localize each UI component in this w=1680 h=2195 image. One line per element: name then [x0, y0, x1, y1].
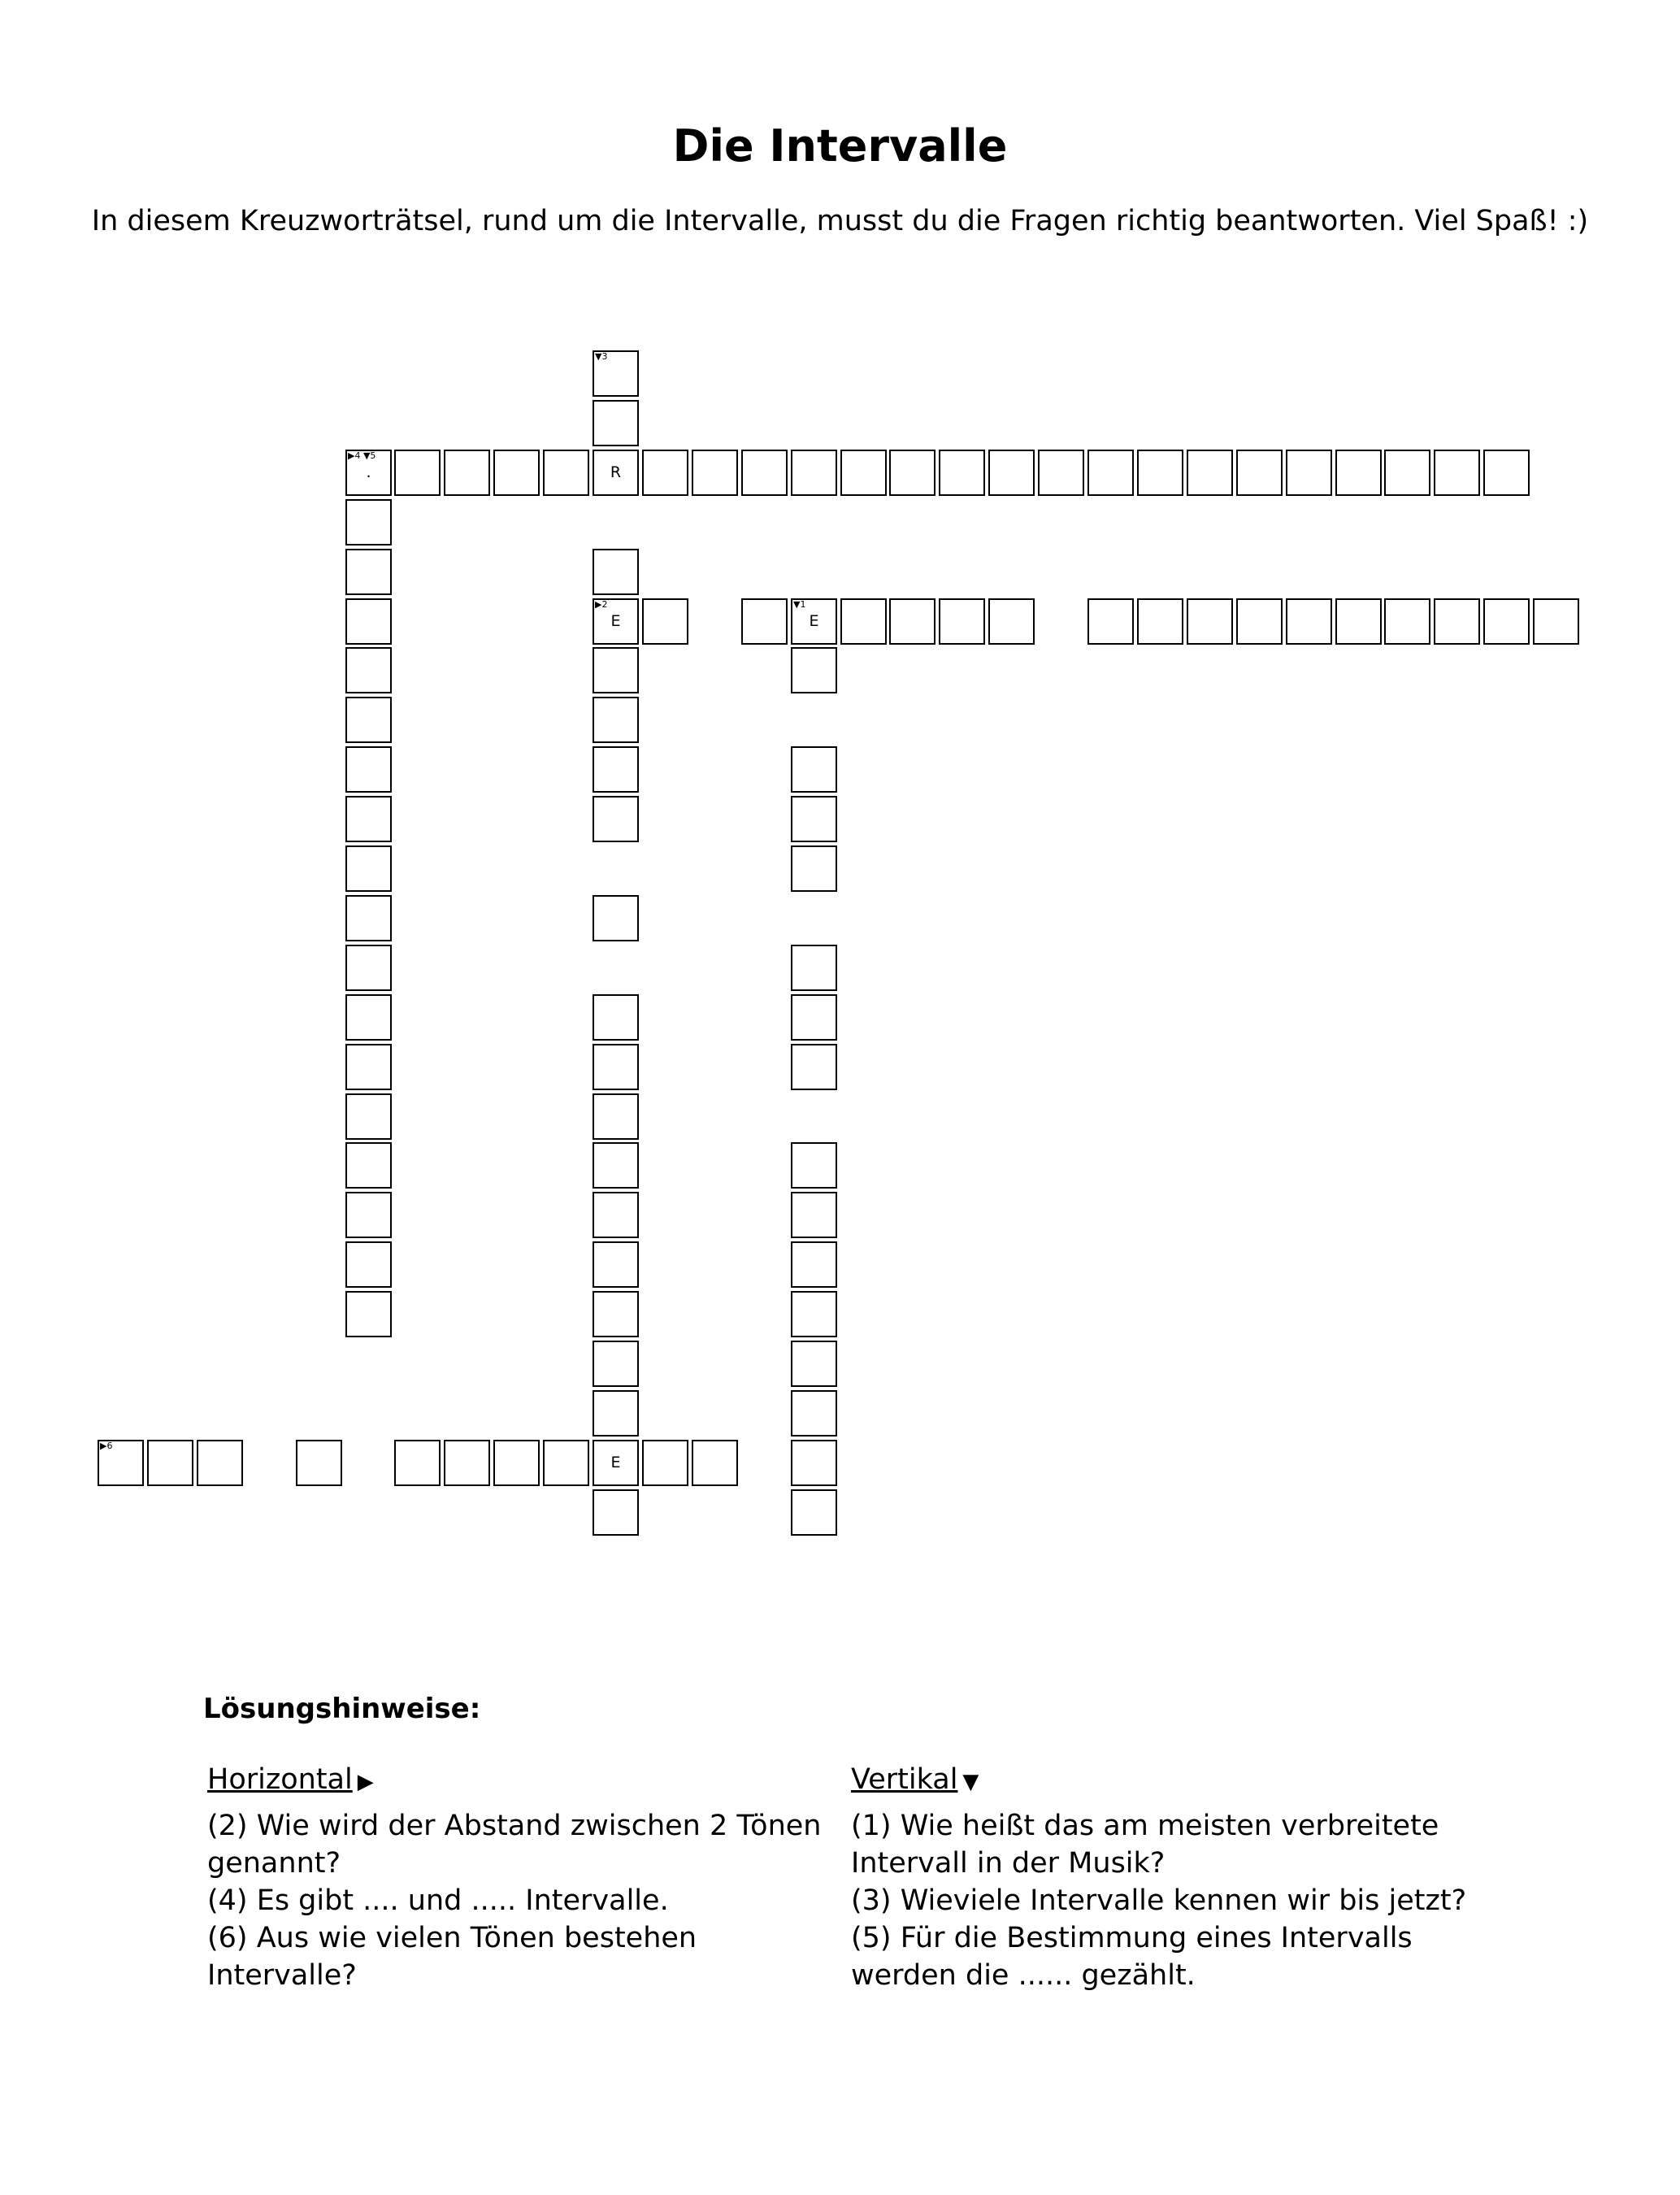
crossword-cell[interactable] — [593, 1044, 639, 1090]
crossword-cell[interactable] — [1137, 450, 1183, 496]
crossword-cell[interactable] — [345, 647, 392, 693]
clue-number: ▼3 — [595, 351, 608, 362]
vertical-title: Vertikal — [851, 1763, 958, 1796]
crossword-cell[interactable] — [1087, 450, 1134, 496]
crossword-cell[interactable] — [394, 1440, 441, 1486]
clue-vertical-5: (5) Für die Bestimmung eines Intervalls werden die ...... gezählt. — [851, 1922, 1413, 1992]
crossword-cell[interactable] — [394, 450, 441, 496]
crossword-cell[interactable] — [345, 945, 392, 991]
crossword-cell[interactable] — [642, 598, 688, 645]
clue-number: ▶4 ▼5 — [348, 450, 376, 461]
crossword-cell[interactable] — [1384, 450, 1430, 496]
crossword-cell[interactable] — [593, 1440, 639, 1486]
arrow-right-icon: ▶ — [357, 1770, 374, 1794]
crossword-cell[interactable] — [593, 400, 639, 446]
clue-number: ▼1 — [793, 599, 806, 610]
cell-letter: . — [366, 463, 371, 481]
vertical-heading — [851, 1761, 1477, 1801]
crossword-cell[interactable] — [791, 945, 837, 991]
crossword-cell[interactable] — [345, 450, 392, 496]
crossword-cell[interactable] — [345, 845, 392, 892]
crossword-cell[interactable] — [345, 598, 392, 645]
clue-vertical-3: (3) Wieviele Intervalle kennen wir bis jetzt? — [851, 1884, 1467, 1917]
crossword-cell[interactable] — [345, 994, 392, 1041]
crossword-cell[interactable] — [692, 450, 738, 496]
horizontal-heading — [207, 1761, 833, 1801]
crossword-cell[interactable] — [593, 1291, 639, 1337]
crossword-cell[interactable] — [840, 450, 887, 496]
crossword-cell[interactable] — [791, 647, 837, 693]
crossword-cell[interactable] — [345, 1291, 392, 1337]
crossword-cell[interactable] — [1335, 450, 1382, 496]
crossword-cell[interactable] — [593, 647, 639, 693]
crossword-cell[interactable] — [345, 697, 392, 743]
crossword-cell[interactable] — [791, 1291, 837, 1337]
crossword-cell[interactable] — [593, 697, 639, 743]
crossword-cell[interactable] — [791, 796, 837, 842]
crossword-cell[interactable] — [1236, 450, 1283, 496]
crossword-cell[interactable] — [296, 1440, 342, 1486]
crossword-cell[interactable] — [593, 1489, 639, 1536]
crossword-cell[interactable] — [493, 450, 540, 496]
crossword-cell[interactable] — [791, 1241, 837, 1288]
crossword-cell[interactable] — [345, 1142, 392, 1189]
crossword-cell[interactable] — [791, 1044, 837, 1090]
crossword-cell[interactable] — [791, 1390, 837, 1437]
crossword-cell[interactable] — [593, 1093, 639, 1140]
crossword-cell[interactable] — [1286, 598, 1332, 645]
clue-horizontal-2: (2) Wie wird der Abstand zwischen 2 Tönen genannt? — [207, 1810, 822, 1880]
page-title: Die Intervalle — [672, 120, 1008, 172]
crossword-cell[interactable] — [493, 1440, 540, 1486]
clue-horizontal-4: (4) Es gibt .... und ..... Intervalle. — [207, 1884, 669, 1917]
crossword-cell[interactable] — [1187, 598, 1233, 645]
crossword-cell[interactable] — [593, 1390, 639, 1437]
clue-number: ▶6 — [100, 1441, 113, 1451]
crossword-cell[interactable] — [98, 1440, 144, 1486]
crossword-cell[interactable] — [741, 598, 788, 645]
crossword-cell[interactable] — [1533, 598, 1579, 645]
cell-letter: E — [610, 1454, 621, 1471]
crossword-cell[interactable] — [345, 796, 392, 842]
crossword-cell[interactable] — [593, 994, 639, 1041]
crossword-cell[interactable] — [345, 1241, 392, 1288]
crossword-cell[interactable] — [791, 1440, 837, 1486]
crossword-cell[interactable] — [593, 350, 639, 397]
crossword-cell[interactable] — [1434, 450, 1480, 496]
crossword-cell[interactable] — [593, 796, 639, 842]
crossword-cell[interactable] — [791, 1341, 837, 1387]
crossword-cell[interactable] — [791, 450, 837, 496]
crossword-cell[interactable] — [345, 746, 392, 793]
crossword-cell[interactable] — [543, 450, 589, 496]
crossword-cell[interactable] — [692, 1440, 738, 1486]
crossword-cell[interactable] — [988, 450, 1035, 496]
crossword-cell[interactable] — [988, 598, 1035, 645]
crossword-cell[interactable] — [1087, 598, 1134, 645]
crossword-cell[interactable] — [1384, 598, 1430, 645]
crossword-cell[interactable] — [593, 1341, 639, 1387]
crossword-cell[interactable] — [593, 549, 639, 595]
crossword-cell[interactable] — [593, 1241, 639, 1288]
crossword-cell[interactable] — [593, 895, 639, 941]
horizontal-clues — [207, 1761, 833, 1994]
crossword-cell[interactable] — [345, 1093, 392, 1140]
crossword-cell[interactable] — [1434, 598, 1480, 645]
crossword-cell[interactable] — [1286, 450, 1332, 496]
hints-heading: Lösungshinweise: — [203, 1693, 481, 1725]
crossword-cell[interactable] — [791, 845, 837, 892]
crossword-cell[interactable] — [197, 1440, 243, 1486]
crossword-cell[interactable] — [345, 895, 392, 941]
crossword-cell[interactable] — [1137, 598, 1183, 645]
vertical-clues — [851, 1761, 1477, 1994]
arrow-down-icon: ▼ — [962, 1770, 979, 1794]
crossword-cell[interactable] — [1483, 450, 1530, 496]
crossword-cell[interactable] — [791, 1192, 837, 1238]
intro-text: In diesem Kreuzworträtsel, rund um die Intervalle, musst du die Fragen richtig beantworten. Viel Spaß! :) — [91, 205, 1589, 237]
crossword-cell[interactable] — [543, 1440, 589, 1486]
crossword-cell[interactable] — [345, 549, 392, 595]
horizontal-title: Horizontal — [207, 1763, 353, 1796]
crossword-cell[interactable] — [345, 1192, 392, 1238]
crossword-cell[interactable] — [791, 1142, 837, 1189]
crossword-cell[interactable] — [593, 1142, 639, 1189]
crossword-cell[interactable] — [1335, 598, 1382, 645]
crossword-cell[interactable] — [642, 1440, 688, 1486]
crossword-cell[interactable] — [791, 746, 837, 793]
crossword-cell[interactable] — [593, 1192, 639, 1238]
crossword-cell[interactable] — [345, 1044, 392, 1090]
crossword-cell[interactable] — [1483, 598, 1530, 645]
clue-vertical-1: (1) Wie heißt das am meisten verbreitete Intervall in der Musik? — [851, 1810, 1439, 1880]
crossword-cell[interactable] — [1187, 450, 1233, 496]
crossword-cell[interactable] — [345, 499, 392, 545]
crossword-cell[interactable] — [147, 1440, 193, 1486]
crossword-cell[interactable] — [939, 450, 985, 496]
crossword-cell[interactable] — [444, 1440, 490, 1486]
crossword-cell[interactable] — [593, 746, 639, 793]
crossword-cell[interactable] — [1236, 598, 1283, 645]
crossword-cell[interactable] — [1038, 450, 1084, 496]
clue-horizontal-6: (6) Aus wie vielen Tönen bestehen Intervalle? — [207, 1922, 697, 1992]
crossword-cell[interactable] — [642, 450, 688, 496]
crossword-cell[interactable] — [939, 598, 985, 645]
crossword-cell[interactable] — [791, 994, 837, 1041]
crossword-cell[interactable] — [741, 450, 788, 496]
cell-letter: R — [610, 463, 622, 481]
clue-number: ▶2 — [595, 599, 608, 610]
crossword-cell[interactable] — [593, 450, 639, 496]
cell-letter: E — [610, 612, 621, 630]
crossword-cell[interactable] — [791, 1489, 837, 1536]
crossword-cell[interactable] — [840, 598, 887, 645]
crossword-cell[interactable] — [593, 598, 639, 645]
crossword-cell[interactable] — [444, 450, 490, 496]
cell-letter: E — [809, 612, 819, 630]
crossword-cell[interactable] — [791, 598, 837, 645]
crossword-cell[interactable] — [889, 450, 936, 496]
crossword-cell[interactable] — [889, 598, 936, 645]
